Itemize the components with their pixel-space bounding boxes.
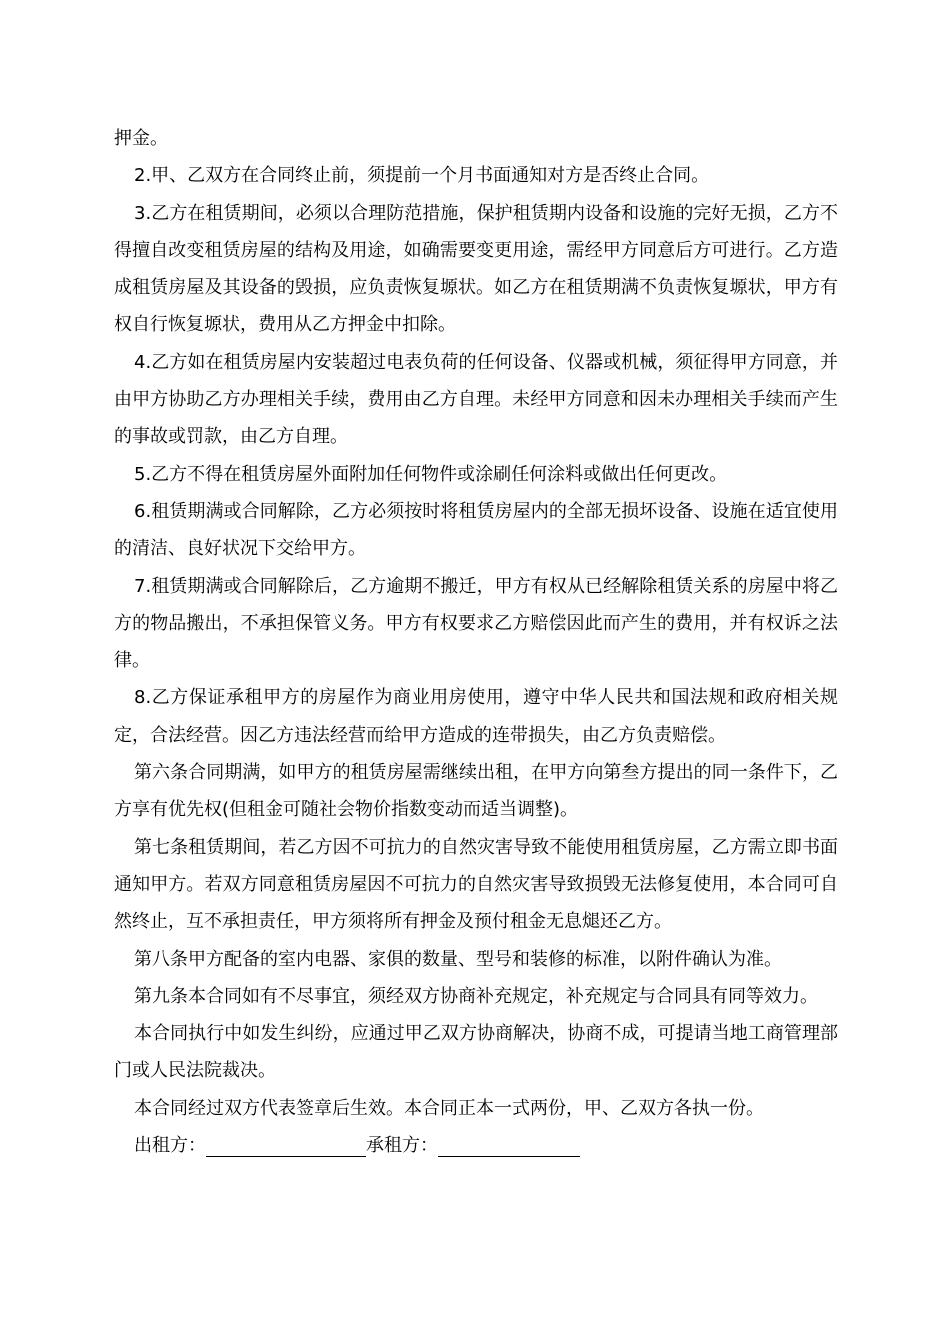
clause-8: 8.乙方保证承租甲方的房屋作为商业用房使用，遵守中华人民共和国法规和政府相关规定，合法经营。因乙方违法经营而给甲方造成的连带损失，由乙方负责赔偿。 — [114, 687, 838, 746]
effectiveness-clause: 本合同经过双方代表签章后生效。本合同正本一式两份，甲、乙双方各执一份。 — [134, 1097, 764, 1119]
clause-5: 5.乙方不得在租赁房屋外面附加任何物件或涂刷任何涂料或做出任何更改。 — [134, 463, 728, 485]
article-8: 第八条甲方配备的室内电器、家俱的数量、型号和装修的标准，以附件确认为准。 — [134, 948, 782, 970]
paragraph-deposit-tail: 押金。 — [114, 128, 168, 149]
clause-7: 7.租赁期满或合同解除后，乙方逾期不搬迁，甲方有权从已经解除租赁关系的房屋中将乙方的物品搬出，不承担保管义务。甲方有权要求乙方赔偿因此而产生的费用，并有权诉之法律。 — [114, 575, 838, 672]
clause-2: 2.甲、乙双方在合同终止前，须提前一个月书面通知对方是否终止合同。 — [134, 165, 710, 187]
contract-body — [114, 120, 838, 1164]
lessor-signature-blank — [206, 1130, 366, 1157]
article-6: 第六条合同期满，如甲方的租赁房屋需继续出租，在甲方向第叁方提出的同一条件下，乙方享有优先权(但租金可随社会物价指数变动而适当调整)。 — [114, 762, 838, 821]
article-9: 第九条本合同如有不尽事宜，须经双方协商补充规定，补充规定与合同具有同等效力。 — [134, 985, 818, 1007]
article-7: 第七条租赁期间，若乙方因不可抗力的自然灾害导致不能使用租赁房屋，乙方需立即书面通知甲方。若双方同意租赁房屋因不可抗力的自然灾害导致损毁无法修复使用，本合同可自然终止，互不承担责任，甲方须将所有押金及预付租金无息煺还乙方。 — [114, 836, 838, 933]
lessee-label: 承租方： — [366, 1135, 438, 1157]
lessor-label: 出租方： — [134, 1135, 206, 1157]
signature-line — [114, 1127, 838, 1164]
clause-3: 3.乙方在租赁期间，必须以合理防范措施，保护租赁期内设备和设施的完好无损，乙方不得擅自改变租赁房屋的结构及用途，如确需要变更用途，需经甲方同意后方可进行。乙方造成租赁房屋及其设备的毁损，应负责恢复塬状。如乙方在租赁期满不负责恢复塬状，甲方有权自行恢复塬状，费用从乙方押金中扣除。 — [114, 202, 838, 336]
clause-6: 6.租赁期满或合同解除，乙方必须按时将租赁房屋内的全部无损坏设备、设施在适宜使用的清洁、良好状况下交给甲方。 — [114, 500, 838, 560]
clause-4: 4.乙方如在租赁房屋内安装超过电表负荷的任何设备、仪器或机械，须征得甲方同意，并由甲方协助乙方办理相关手续，费用由乙方自理。未经甲方同意和因未办理相关手续而产生的事故或罚款，由乙方自理。 — [114, 351, 838, 448]
lessee-signature-blank — [438, 1130, 580, 1157]
dispute-resolution: 本合同执行中如发生纠纷，应通过甲乙双方协商解决，协商不成，可提请当地工商管理部门或人民法院裁决。 — [114, 1023, 838, 1082]
